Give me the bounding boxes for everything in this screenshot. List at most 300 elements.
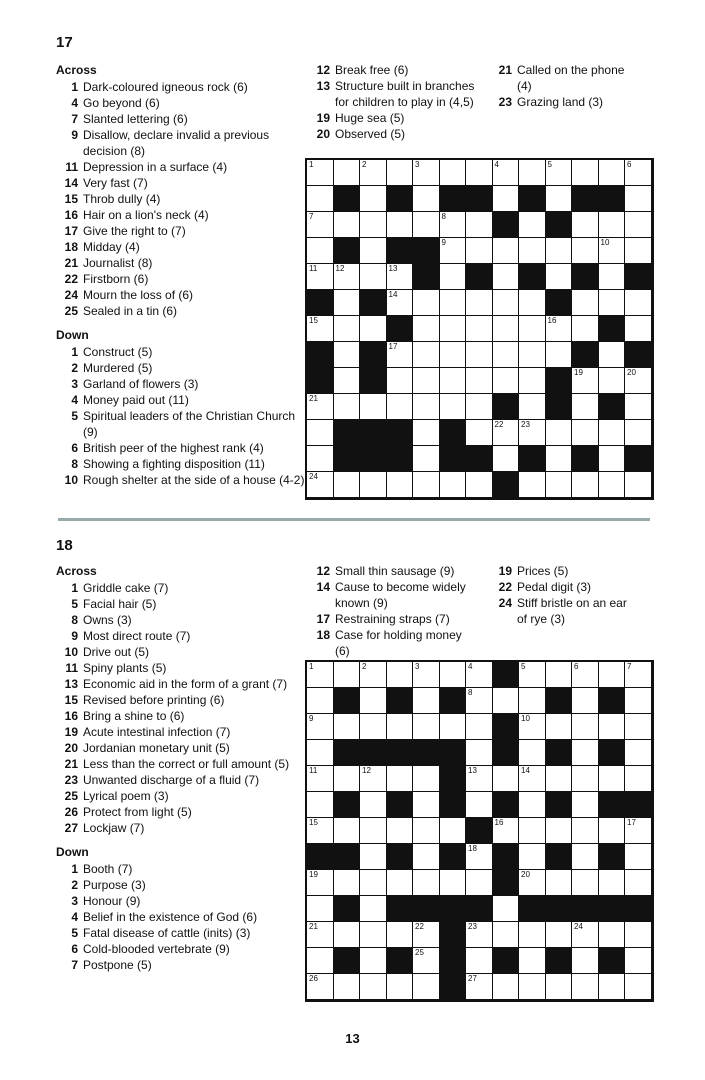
down-heading: Down	[56, 328, 89, 342]
grid-cell[interactable]	[519, 368, 546, 394]
clue-number: 23	[498, 95, 512, 109]
grid-cell[interactable]	[307, 792, 334, 818]
grid-cell[interactable]	[307, 212, 334, 238]
grid-cell[interactable]	[599, 446, 626, 472]
grid-cell[interactable]	[493, 238, 520, 264]
grid-block	[599, 688, 626, 714]
grid-cell[interactable]	[519, 792, 546, 818]
grid-cell[interactable]	[413, 766, 440, 792]
grid-cell[interactable]	[546, 420, 573, 446]
grid-cell[interactable]	[440, 714, 467, 740]
grid-cell[interactable]	[519, 870, 546, 896]
grid-cell[interactable]	[519, 714, 546, 740]
grid-cell[interactable]	[519, 420, 546, 446]
grid-cell[interactable]	[307, 896, 334, 922]
grid-cell[interactable]	[440, 212, 467, 238]
grid-block	[546, 212, 573, 238]
clue-item	[56, 376, 306, 392]
grid-cell[interactable]	[387, 160, 414, 186]
grid-cell[interactable]	[413, 316, 440, 342]
grid-cell[interactable]	[466, 714, 493, 740]
clue-text: Firstborn (6)	[83, 272, 149, 286]
grid-cell[interactable]	[493, 264, 520, 290]
grid-cell[interactable]	[334, 264, 361, 290]
grid-cell[interactable]	[599, 922, 626, 948]
cell-number: 7	[627, 662, 632, 671]
grid-cell[interactable]	[546, 316, 573, 342]
grid-cell[interactable]	[625, 818, 652, 844]
grid-cell[interactable]	[466, 922, 493, 948]
clue-text: Economic aid in the form of a grant (7)	[83, 677, 288, 691]
clue-item	[56, 392, 306, 408]
grid-cell[interactable]	[493, 818, 520, 844]
grid-cell[interactable]	[546, 342, 573, 368]
grid-cell[interactable]	[493, 446, 520, 472]
grid-cell[interactable]	[307, 740, 334, 766]
clue-number: 13	[316, 79, 330, 93]
grid-cell[interactable]	[466, 688, 493, 714]
grid-cell[interactable]	[440, 160, 467, 186]
grid-cell[interactable]	[307, 714, 334, 740]
grid-cell[interactable]	[387, 818, 414, 844]
grid-cell[interactable]	[599, 420, 626, 446]
grid-cell[interactable]	[466, 974, 493, 1000]
clue-text: Cold-blooded vertebrate (9)	[83, 942, 230, 956]
grid-cell[interactable]	[334, 818, 361, 844]
grid-cell[interactable]	[572, 922, 599, 948]
grid-cell[interactable]	[572, 870, 599, 896]
grid-cell[interactable]	[493, 316, 520, 342]
grid-cell[interactable]	[519, 922, 546, 948]
cell-number: 10	[521, 714, 530, 723]
grid-cell[interactable]	[625, 160, 652, 186]
grid-cell[interactable]	[440, 472, 467, 498]
clue-number: 14	[64, 176, 78, 190]
clue-number: 1	[71, 862, 78, 876]
grid-cell[interactable]	[466, 472, 493, 498]
grid-cell[interactable]	[519, 160, 546, 186]
grid-cell[interactable]	[387, 922, 414, 948]
grid-cell[interactable]	[572, 792, 599, 818]
grid-cell[interactable]	[440, 368, 467, 394]
grid-cell[interactable]	[413, 688, 440, 714]
grid-cell[interactable]	[599, 342, 626, 368]
grid-cell[interactable]	[413, 662, 440, 688]
grid-cell[interactable]	[625, 316, 652, 342]
grid-cell[interactable]	[625, 740, 652, 766]
grid-cell[interactable]	[334, 974, 361, 1000]
grid-cell[interactable]	[440, 290, 467, 316]
clue-number: 19	[316, 111, 330, 125]
grid-cell[interactable]	[307, 160, 334, 186]
grid-cell[interactable]	[307, 766, 334, 792]
grid-cell[interactable]	[307, 264, 334, 290]
grid-cell[interactable]	[572, 714, 599, 740]
grid-cell[interactable]	[493, 420, 520, 446]
grid-cell[interactable]	[387, 264, 414, 290]
grid-cell[interactable]	[334, 922, 361, 948]
grid-cell[interactable]	[334, 368, 361, 394]
clue-text: Drive out (5)	[83, 645, 150, 659]
grid-cell[interactable]	[546, 922, 573, 948]
grid-cell[interactable]	[546, 714, 573, 740]
grid-cell[interactable]	[519, 212, 546, 238]
grid-cell[interactable]	[440, 342, 467, 368]
grid-cell[interactable]	[360, 766, 387, 792]
clue-text: Called on the phone (4)	[517, 63, 625, 93]
grid-cell[interactable]	[413, 212, 440, 238]
grid-cell[interactable]	[334, 160, 361, 186]
clue-item	[56, 820, 306, 836]
grid-cell[interactable]	[466, 316, 493, 342]
grid-cell[interactable]	[572, 740, 599, 766]
grid-cell[interactable]	[360, 316, 387, 342]
clue-text: Huge sea (5)	[335, 111, 405, 125]
grid-cell[interactable]	[572, 238, 599, 264]
grid-cell[interactable]	[307, 420, 334, 446]
grid-cell[interactable]	[519, 974, 546, 1000]
grid-cell[interactable]	[387, 290, 414, 316]
grid-cell[interactable]	[334, 662, 361, 688]
grid-cell[interactable]	[572, 818, 599, 844]
clue-text: Journalist (8)	[83, 256, 153, 270]
grid-cell[interactable]	[307, 446, 334, 472]
grid-cell[interactable]	[334, 714, 361, 740]
clue-number: 4	[71, 393, 78, 407]
grid-cell[interactable]	[466, 420, 493, 446]
grid-cell[interactable]	[360, 186, 387, 212]
grid-cell[interactable]	[387, 394, 414, 420]
grid-cell[interactable]	[625, 662, 652, 688]
grid-cell[interactable]	[466, 342, 493, 368]
grid-cell[interactable]	[307, 394, 334, 420]
grid-cell[interactable]	[625, 870, 652, 896]
grid-block	[440, 740, 467, 766]
grid-cell[interactable]	[413, 446, 440, 472]
grid-cell[interactable]	[360, 688, 387, 714]
grid-cell[interactable]	[625, 212, 652, 238]
clue-text: Cause to become widely known (9)	[335, 580, 466, 610]
grid-cell[interactable]	[334, 316, 361, 342]
grid-cell[interactable]	[413, 948, 440, 974]
clue-text: Small thin sausage (9)	[335, 564, 455, 578]
grid-cell[interactable]	[307, 870, 334, 896]
clue-text: Disallow, declare invalid a previous decision (8)	[83, 128, 270, 158]
grid-cell[interactable]	[493, 368, 520, 394]
grid-cell[interactable]	[599, 264, 626, 290]
grid-block	[360, 740, 387, 766]
grid-cell[interactable]	[307, 818, 334, 844]
grid-cell[interactable]	[413, 792, 440, 818]
grid-cell[interactable]	[440, 662, 467, 688]
clue-number: 21	[64, 757, 78, 771]
grid-cell[interactable]	[599, 160, 626, 186]
grid-cell[interactable]	[413, 974, 440, 1000]
grid-cell[interactable]	[519, 740, 546, 766]
grid-cell[interactable]	[519, 948, 546, 974]
grid-cell[interactable]	[360, 870, 387, 896]
grid-cell[interactable]	[546, 446, 573, 472]
grid-cell[interactable]	[307, 922, 334, 948]
cell-number: 13	[388, 264, 398, 273]
grid-cell[interactable]	[493, 160, 520, 186]
grid-cell[interactable]	[413, 160, 440, 186]
grid-cell[interactable]	[572, 160, 599, 186]
grid-cell[interactable]	[307, 688, 334, 714]
grid-cell[interactable]	[572, 420, 599, 446]
grid-cell[interactable]	[334, 394, 361, 420]
grid-cell[interactable]	[493, 896, 520, 922]
cell-number: 18	[547, 368, 557, 377]
grid-cell[interactable]	[387, 212, 414, 238]
grid-cell[interactable]	[360, 792, 387, 818]
grid-cell[interactable]	[625, 974, 652, 1000]
grid-cell[interactable]	[599, 238, 626, 264]
grid-cell[interactable]	[360, 264, 387, 290]
grid-cell[interactable]	[519, 316, 546, 342]
grid-cell[interactable]	[519, 238, 546, 264]
grid-cell[interactable]	[493, 974, 520, 1000]
grid-cell[interactable]	[413, 472, 440, 498]
grid-cell[interactable]	[413, 420, 440, 446]
clue-item	[490, 579, 640, 595]
grid-cell[interactable]	[519, 472, 546, 498]
grid-cell[interactable]	[466, 740, 493, 766]
clue-text: Spiritual leaders of the Christian Church (9)	[83, 409, 296, 439]
cell-number: 1	[309, 160, 314, 169]
grid-cell[interactable]	[466, 160, 493, 186]
grid-cell[interactable]	[334, 342, 361, 368]
grid-cell[interactable]	[387, 368, 414, 394]
grid-cell[interactable]	[519, 766, 546, 792]
grid-cell[interactable]	[572, 212, 599, 238]
grid-cell[interactable]	[572, 394, 599, 420]
clue-number: 24	[498, 596, 512, 610]
grid-cell[interactable]	[599, 766, 626, 792]
grid-cell[interactable]	[625, 472, 652, 498]
cell-number: 24	[309, 472, 318, 481]
grid-cell[interactable]	[440, 870, 467, 896]
grid-cell[interactable]	[572, 688, 599, 714]
grid-cell[interactable]	[572, 316, 599, 342]
grid-cell[interactable]	[466, 290, 493, 316]
grid-cell[interactable]	[360, 974, 387, 1000]
grid-cell[interactable]	[360, 896, 387, 922]
grid-cell[interactable]	[413, 290, 440, 316]
grid-cell[interactable]	[625, 766, 652, 792]
grid-cell[interactable]	[625, 844, 652, 870]
grid-cell[interactable]	[599, 368, 626, 394]
across-clues	[56, 79, 306, 319]
grid-cell[interactable]	[334, 870, 361, 896]
grid-cell[interactable]	[599, 714, 626, 740]
clue-number: 21	[498, 63, 512, 77]
grid-block	[546, 394, 573, 420]
grid-cell[interactable]	[440, 316, 467, 342]
grid-cell[interactable]	[413, 714, 440, 740]
grid-cell[interactable]	[599, 662, 626, 688]
grid-cell[interactable]	[466, 870, 493, 896]
grid-cell[interactable]	[572, 974, 599, 1000]
grid-block	[493, 714, 520, 740]
grid-cell[interactable]	[440, 238, 467, 264]
clue-item	[56, 708, 306, 724]
grid-cell[interactable]	[413, 186, 440, 212]
grid-cell[interactable]	[493, 688, 520, 714]
grid-cell[interactable]	[413, 394, 440, 420]
grid-cell[interactable]	[625, 420, 652, 446]
grid-cell[interactable]	[413, 818, 440, 844]
grid-cell[interactable]	[387, 870, 414, 896]
grid-cell[interactable]	[466, 844, 493, 870]
grid-block	[307, 342, 334, 368]
grid-cell[interactable]	[546, 238, 573, 264]
grid-cell[interactable]	[413, 870, 440, 896]
grid-cell[interactable]	[572, 662, 599, 688]
grid-block	[493, 662, 520, 688]
clue-text: Lockjaw (7)	[83, 821, 145, 835]
grid-cell[interactable]	[360, 238, 387, 264]
grid-cell[interactable]	[519, 342, 546, 368]
grid-cell[interactable]	[360, 844, 387, 870]
grid-cell[interactable]	[572, 948, 599, 974]
grid-cell[interactable]	[466, 766, 493, 792]
grid-cell[interactable]	[307, 186, 334, 212]
grid-cell[interactable]	[360, 922, 387, 948]
grid-cell[interactable]	[625, 922, 652, 948]
grid-cell[interactable]	[546, 160, 573, 186]
grid-cell[interactable]	[519, 290, 546, 316]
grid-cell[interactable]	[493, 186, 520, 212]
grid-cell[interactable]	[493, 922, 520, 948]
grid-cell[interactable]	[440, 818, 467, 844]
grid-cell[interactable]	[307, 238, 334, 264]
grid-cell[interactable]	[572, 472, 599, 498]
grid-cell[interactable]	[466, 368, 493, 394]
grid-cell[interactable]	[466, 238, 493, 264]
grid-cell[interactable]	[546, 818, 573, 844]
grid-cell[interactable]	[625, 186, 652, 212]
cell-number: 25	[415, 948, 424, 957]
grid-cell[interactable]	[466, 948, 493, 974]
grid-cell[interactable]	[572, 844, 599, 870]
grid-cell[interactable]	[519, 818, 546, 844]
grid-cell[interactable]	[599, 472, 626, 498]
clue-text: Stiff bristle on an ear of rye (3)	[517, 596, 627, 626]
grid-cell[interactable]	[466, 212, 493, 238]
grid-cell[interactable]	[307, 948, 334, 974]
grid-cell[interactable]	[599, 870, 626, 896]
grid-cell[interactable]	[572, 368, 599, 394]
grid-cell[interactable]	[440, 264, 467, 290]
grid-cell[interactable]	[360, 212, 387, 238]
clue-item	[56, 271, 306, 287]
grid-cell[interactable]	[493, 290, 520, 316]
grid-cell[interactable]	[307, 974, 334, 1000]
grid-cell[interactable]	[360, 662, 387, 688]
grid-cell[interactable]	[387, 974, 414, 1000]
grid-cell[interactable]	[625, 948, 652, 974]
grid-cell[interactable]	[360, 948, 387, 974]
clue-item	[56, 303, 306, 319]
grid-block	[599, 186, 626, 212]
clue-item	[56, 740, 306, 756]
grid-cell[interactable]	[599, 818, 626, 844]
grid-cell[interactable]	[599, 974, 626, 1000]
grid-cell[interactable]	[387, 662, 414, 688]
grid-cell[interactable]	[307, 316, 334, 342]
grid-cell[interactable]	[625, 238, 652, 264]
grid-cell[interactable]	[599, 290, 626, 316]
grid-cell[interactable]	[546, 186, 573, 212]
clue-text: Garland of flowers (3)	[83, 377, 199, 391]
clue-number: 11	[65, 661, 78, 675]
grid-cell[interactable]	[387, 714, 414, 740]
grid-cell[interactable]	[334, 766, 361, 792]
grid-cell[interactable]	[334, 290, 361, 316]
grid-cell[interactable]	[493, 766, 520, 792]
grid-cell[interactable]	[307, 472, 334, 498]
grid-cell[interactable]	[625, 368, 652, 394]
grid-cell[interactable]	[466, 394, 493, 420]
grid-cell[interactable]	[625, 714, 652, 740]
grid-cell[interactable]	[413, 844, 440, 870]
grid-block	[572, 186, 599, 212]
clue-text: Less than the correct or full amount (5)	[83, 757, 290, 771]
grid-cell[interactable]	[625, 688, 652, 714]
grid-cell[interactable]	[360, 472, 387, 498]
grid-cell[interactable]	[334, 472, 361, 498]
grid-cell[interactable]	[546, 662, 573, 688]
grid-cell[interactable]	[387, 472, 414, 498]
grid-cell[interactable]	[466, 662, 493, 688]
grid-cell[interactable]	[360, 394, 387, 420]
grid-cell[interactable]	[546, 472, 573, 498]
grid-cell[interactable]	[519, 662, 546, 688]
grid-cell[interactable]	[599, 212, 626, 238]
grid-cell[interactable]	[360, 818, 387, 844]
grid-cell[interactable]	[413, 368, 440, 394]
grid-cell[interactable]	[387, 342, 414, 368]
grid-cell[interactable]	[625, 394, 652, 420]
cell-number: 3	[415, 662, 420, 671]
grid-cell[interactable]	[334, 212, 361, 238]
grid-cell[interactable]	[307, 662, 334, 688]
grid-cell[interactable]	[572, 766, 599, 792]
grid-cell[interactable]	[546, 974, 573, 1000]
grid-cell[interactable]	[493, 342, 520, 368]
grid-cell[interactable]	[360, 714, 387, 740]
grid-cell[interactable]	[519, 844, 546, 870]
grid-cell[interactable]	[546, 264, 573, 290]
grid-cell[interactable]	[413, 342, 440, 368]
grid-cell[interactable]	[440, 394, 467, 420]
grid-block	[625, 896, 652, 922]
grid-cell[interactable]	[360, 160, 387, 186]
grid-cell[interactable]	[546, 870, 573, 896]
grid-cell[interactable]	[413, 922, 440, 948]
grid-cell[interactable]	[572, 290, 599, 316]
grid-cell[interactable]	[387, 766, 414, 792]
grid-cell[interactable]	[625, 290, 652, 316]
grid-cell[interactable]	[519, 394, 546, 420]
clue-number: 4	[71, 910, 78, 924]
clue-text: Revised before printing (6)	[83, 693, 225, 707]
clue-text: Postpone (5)	[83, 958, 152, 972]
grid-cell[interactable]	[546, 766, 573, 792]
grid-cell[interactable]	[466, 792, 493, 818]
grid-cell[interactable]	[519, 688, 546, 714]
